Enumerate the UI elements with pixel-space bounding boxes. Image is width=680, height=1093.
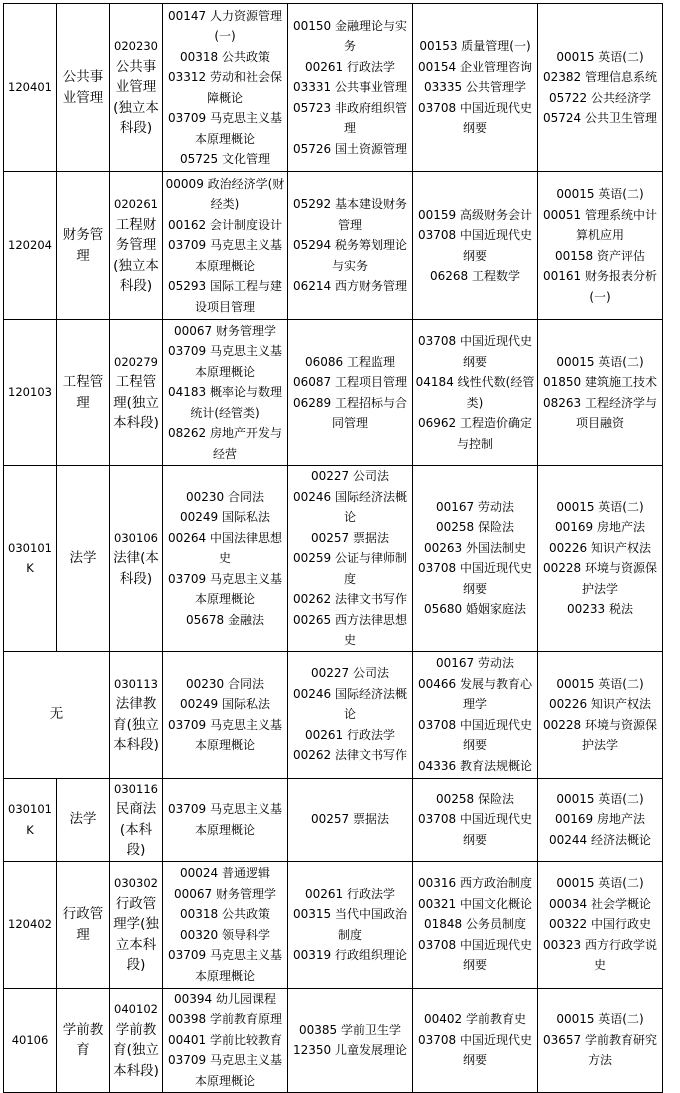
course-item: 03709 马克思主义基本原理概论 [168, 802, 282, 837]
course-item: 00258 保险法 [436, 791, 514, 806]
program-code: 020279 [114, 354, 158, 369]
course-item: 03335 公共管理学 [424, 80, 526, 95]
program-code: 030116 [114, 781, 158, 796]
course-item: 00249 国际私法 [180, 510, 270, 524]
course-item: 00067 财务管理学 [174, 323, 276, 338]
program-name: 法律教育(独立本科段) [113, 696, 159, 753]
program-cell [110, 466, 163, 652]
course-item: 00154 企业管理咨询 [418, 59, 532, 74]
major-code-cell: 120204 [4, 172, 57, 320]
program-name: 行政管理学(独立本科段) [113, 895, 159, 974]
course-list-cell [413, 861, 538, 988]
course-list-cell [538, 861, 663, 988]
course-item: 00067 财务管理学 [174, 886, 276, 901]
course-item: 00323 西方行政学说史 [543, 937, 657, 973]
course-item: 00230 合同法 [186, 489, 264, 504]
course-item: 00226 知识产权法 [549, 697, 651, 711]
course-item: 00230 合同法 [186, 676, 264, 691]
course-item: 00259 公证与律师制度 [293, 551, 407, 586]
course-list-cell [288, 778, 413, 861]
course-item: 05680 婚姻家庭法 [424, 602, 526, 617]
exam-course-table [3, 3, 663, 1093]
course-item: 05292 基本建设财务管理 [293, 197, 407, 232]
major-code-cell: 120402 [4, 861, 57, 988]
course-item: 00051 管理系统中计算机应用 [543, 207, 657, 242]
course-list-cell [288, 172, 413, 320]
course-item: 03709 马克思主义基本原理概论 [168, 1053, 282, 1088]
course-item: 05724 公共卫生管理 [543, 111, 657, 125]
course-item: 00322 中国行政史 [549, 917, 651, 932]
course-item: 00261 行政法学 [305, 59, 395, 74]
table-row [4, 320, 663, 466]
course-list-cell [413, 4, 538, 172]
major-code-cell: 030101K [4, 466, 57, 652]
program-cell [110, 861, 163, 988]
course-item: 00316 西方政治制度 [418, 876, 532, 891]
course-item: 03708 中国近现代史纲要 [418, 228, 532, 263]
course-list-cell [538, 4, 663, 172]
course-list-cell [538, 320, 663, 466]
course-item: 00161 财务报表分析(一) [543, 269, 657, 304]
course-item: 00024 普通逻辑 [180, 866, 270, 880]
course-item: 03709 马克思主义基本原理概论 [168, 571, 282, 606]
course-item: 00257 票据法 [311, 530, 389, 545]
course-item: 05726 国土资源管理 [293, 141, 407, 156]
program-name: 工程财务管理(独立本科段) [113, 216, 159, 295]
course-item: 00226 知识产权法 [549, 540, 651, 555]
course-item: 03657 学前教育研究方法 [543, 1032, 657, 1068]
course-item: 00315 当代中国政治制度 [293, 907, 407, 942]
course-item: 03709 马克思主义基本原理概论 [168, 111, 282, 146]
table-row [4, 988, 663, 1092]
course-item: 00009 政治经济学(财经类) [165, 176, 285, 212]
course-item: 08263 工程经济学与项目融资 [543, 395, 657, 430]
course-list-cell [538, 988, 663, 1092]
course-item: 00320 领导科学 [180, 927, 270, 942]
course-item: 06289 工程招标与合同管理 [293, 395, 407, 430]
course-list-cell [163, 988, 288, 1092]
course-list-cell [163, 861, 288, 988]
course-item: 03709 马克思主义基本原理概论 [168, 344, 282, 379]
course-item: 00263 外国法制史 [424, 540, 526, 555]
course-item: 00262 法律文书写作 [293, 748, 407, 763]
course-item: 00015 英语(二) [556, 187, 644, 201]
major-code-cell: 030101K [4, 778, 57, 861]
course-list-cell [163, 4, 288, 172]
course-item: 00394 幼儿园课程 [174, 991, 276, 1006]
course-item: 06087 工程项目管理 [293, 375, 407, 389]
course-list-cell [288, 4, 413, 172]
course-list-cell [288, 988, 413, 1092]
course-item: 00318 公共政策 [180, 907, 270, 921]
major-name-cell: 法学 [57, 778, 110, 861]
course-item: 00015 英语(二) [556, 354, 644, 369]
course-item: 08262 房地产开发与经营 [168, 426, 282, 461]
program-cell [110, 4, 163, 172]
course-item: 00385 学前卫生学 [299, 1022, 401, 1037]
major-name-cell: 法学 [57, 466, 110, 652]
major-name-cell: 公共事业管理 [57, 4, 110, 172]
course-item: 00150 金融理论与实务 [293, 18, 407, 54]
course-item: 00169 房地产法 [555, 520, 645, 535]
course-item: 03708 中国近现代史纲要 [418, 812, 532, 847]
table-row [4, 466, 663, 652]
course-item: 00015 英语(二) [556, 49, 644, 64]
course-list-cell [163, 466, 288, 652]
course-item: 00228 环境与资源保护法学 [543, 561, 657, 596]
course-item: 00265 西方法律思想史 [293, 612, 407, 647]
course-item: 06268 工程数学 [430, 269, 520, 283]
course-item: 04184 线性代数(经管类) [415, 375, 535, 410]
program-code: 020230 [114, 39, 158, 54]
course-item: 04336 教育法规概论 [418, 758, 532, 773]
course-item: 00261 行政法学 [305, 886, 395, 901]
program-name: 公共事业管理(独立本科段) [113, 58, 159, 137]
course-list-cell [538, 466, 663, 652]
program-name: 学前教育(独立本科段) [113, 1021, 159, 1079]
major-code-cell: 40106 [4, 988, 57, 1092]
course-item: 00258 保险法 [436, 520, 514, 535]
course-item: 00244 经济法概论 [549, 832, 651, 847]
course-item: 03709 马克思主义基本原理概论 [168, 238, 282, 273]
course-list-cell [413, 466, 538, 652]
course-list-cell [163, 320, 288, 466]
course-list-cell [413, 172, 538, 320]
program-code: 020261 [114, 197, 158, 212]
course-list-cell [413, 651, 538, 778]
course-list-cell [413, 778, 538, 861]
course-list-cell [288, 466, 413, 652]
course-list-cell [538, 778, 663, 861]
course-item: 00015 英语(二) [556, 1012, 644, 1027]
course-item: 05294 税务筹划理论与实务 [293, 238, 407, 273]
course-item: 00257 票据法 [311, 812, 389, 827]
program-name: 民商法(本科段) [115, 801, 157, 858]
course-item: 05293 国际工程与建设项目管理 [168, 279, 282, 314]
major-code-cell: 120401 [4, 4, 57, 172]
course-item: 03708 中国近现代史纲要 [418, 100, 532, 136]
course-list-cell [163, 651, 288, 778]
course-list-cell [163, 778, 288, 861]
course-item: 00402 学前教育史 [424, 1012, 526, 1027]
course-item: 00401 学前比较教育 [168, 1032, 282, 1047]
course-item: 12350 儿童发展理论 [293, 1043, 407, 1057]
course-item: 03708 中国近现代史纲要 [418, 1032, 532, 1068]
course-list-cell [413, 320, 538, 466]
course-item: 03708 中国近现代史纲要 [418, 561, 532, 596]
program-code: 030106 [114, 530, 158, 545]
course-item: 03708 中国近现代史纲要 [418, 334, 532, 369]
course-item: 00167 劳动法 [436, 656, 514, 670]
course-item: 00261 行政法学 [305, 727, 395, 742]
table-row [4, 172, 663, 320]
course-item: 03709 马克思主义基本原理概论 [168, 948, 282, 983]
course-item: 00466 发展与教育心理学 [418, 676, 532, 711]
program-cell [110, 778, 163, 861]
course-item: 00015 英语(二) [556, 676, 644, 691]
program-name: 法律(本科段) [113, 550, 159, 587]
course-item: 00249 国际私法 [180, 697, 270, 711]
course-item: 01850 建筑施工技术 [543, 375, 657, 389]
course-item: 00167 劳动法 [436, 499, 514, 514]
major-name-cell: 学前教育 [57, 988, 110, 1092]
table-row [4, 861, 663, 988]
course-item: 05725 文化管理 [180, 152, 270, 166]
course-list-cell [538, 172, 663, 320]
course-item: 00015 英语(二) [556, 791, 644, 806]
course-item: 05678 金融法 [186, 612, 264, 627]
course-item: 00264 中国法律思想史 [168, 530, 282, 565]
course-item: 06214 西方财务管理 [293, 279, 407, 294]
course-item: 02382 管理信息系统 [543, 70, 657, 84]
course-item: 03709 马克思主义基本原理概论 [168, 717, 282, 752]
course-item: 04183 概率论与数理统计(经管类) [168, 385, 282, 420]
major-code-cell: 120103 [4, 320, 57, 466]
program-cell [110, 320, 163, 466]
program-code: 030302 [114, 876, 158, 891]
course-item: 03312 劳动和社会保障概论 [168, 70, 282, 105]
course-item: 00319 行政组织理论 [293, 948, 407, 962]
course-list-cell [538, 651, 663, 778]
course-item: 00034 社会学概论 [549, 896, 651, 911]
course-item: 00015 英语(二) [556, 499, 644, 514]
course-item: 00246 国际经济法概论 [293, 489, 407, 524]
course-item: 03331 公共事业管理 [293, 80, 407, 95]
course-item: 00015 英语(二) [556, 876, 644, 891]
course-list-cell [288, 651, 413, 778]
course-list-cell [413, 988, 538, 1092]
course-item: 00169 房地产法 [555, 812, 645, 827]
course-list-cell [163, 172, 288, 320]
major-name-cell: 行政管理 [57, 861, 110, 988]
course-item: 00153 质量管理(一) [419, 39, 531, 54]
program-cell [110, 988, 163, 1092]
course-item: 00158 资产评估 [555, 248, 645, 263]
major-name-cell: 工程管理 [57, 320, 110, 466]
table-row [4, 778, 663, 861]
course-list-cell [288, 861, 413, 988]
course-item: 00233 税法 [567, 602, 633, 617]
program-cell [110, 172, 163, 320]
course-item: 05723 非政府组织管理 [293, 100, 407, 136]
major-name-cell: 财务管理 [57, 172, 110, 320]
course-item: 06086 工程监理 [305, 354, 395, 369]
course-item: 00159 高级财务会计 [418, 207, 532, 222]
table-row [4, 651, 663, 778]
course-item: 00228 环境与资源保护法学 [543, 717, 657, 752]
course-item: 00262 法律文书写作 [293, 592, 407, 606]
program-name: 工程管理(独立本科段) [113, 374, 159, 431]
course-item: 03708 中国近现代史纲要 [418, 717, 532, 752]
course-item: 00227 公司法 [311, 469, 389, 483]
course-list-cell [288, 320, 413, 466]
program-cell [110, 651, 163, 778]
program-code: 040102 [114, 1002, 158, 1016]
course-item: 01848 公务员制度 [424, 917, 526, 932]
course-item: 05722 公共经济学 [549, 90, 651, 105]
course-item: 00318 公共政策 [180, 49, 270, 64]
course-item: 00246 国际经济法概论 [293, 686, 407, 722]
course-item: 00321 中国文化概论 [418, 896, 532, 911]
program-code: 030113 [114, 676, 158, 691]
course-item: 00147 人力资源管理(一) [168, 8, 282, 43]
table-row [4, 4, 663, 172]
course-item: 00227 公司法 [311, 666, 389, 681]
merged-major-cell: 无 [4, 651, 110, 778]
course-item: 03708 中国近现代史纲要 [418, 937, 532, 973]
course-item: 06962 工程造价确定与控制 [418, 416, 532, 451]
course-item: 00398 学前教育原理 [168, 1012, 282, 1027]
course-item: 00162 会计制度设计 [168, 217, 282, 232]
